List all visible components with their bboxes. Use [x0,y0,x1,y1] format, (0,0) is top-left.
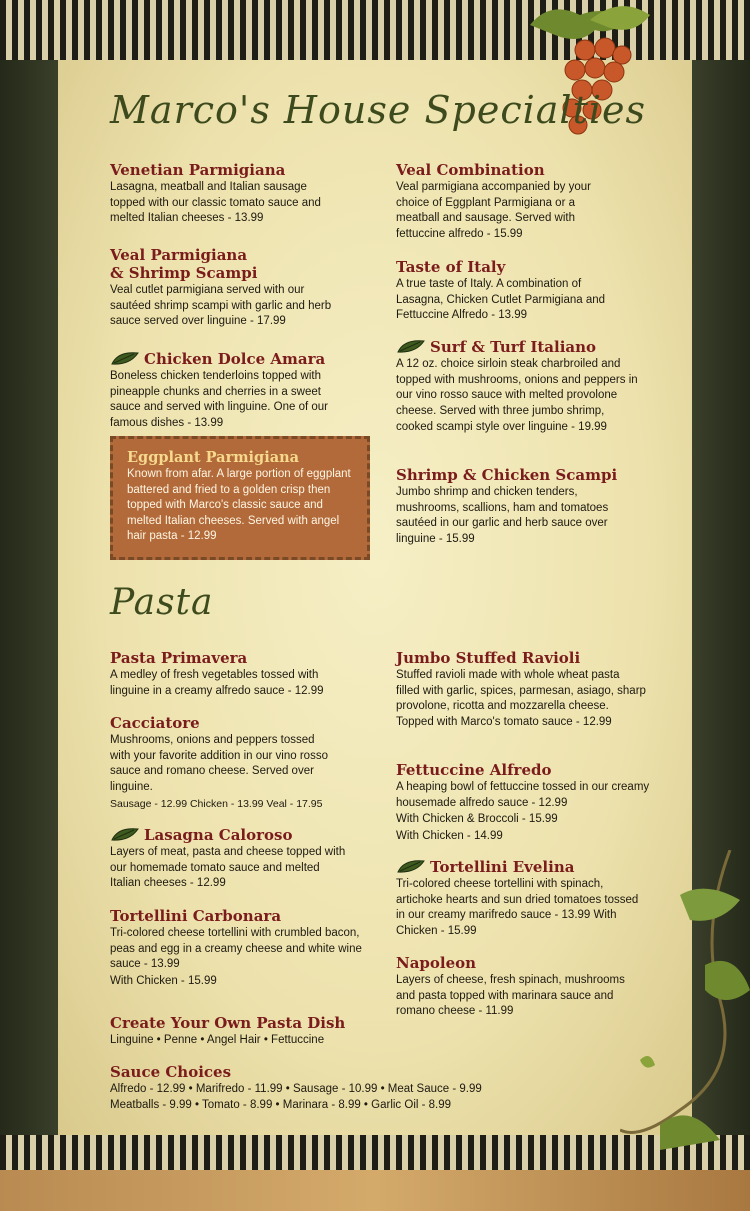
item-description: Veal parmigiana accompanied by your choice of Eggplant Parmigiana or a meatball and sausage. Served with fettuccine alfredo - 15.99 [396,181,591,241]
item-name: Create Your Own Pasta Dish [110,1014,346,1032]
item-name: Tortellini Evelina [430,858,575,876]
menu-item-venetian-parmigiana [110,161,380,227]
menu-item-jumbo-stuffed-ravioli [396,649,666,731]
leaf-icon [396,857,426,875]
menu-item-create-your-own [110,1014,630,1049]
item-description: Mushrooms, onions and peppers tossed with your favorite addition in our vino rosso sauce and romano cheese. Served over linguine. [110,734,328,794]
item-name: Taste of Italy [396,258,506,276]
menu-item-taste-of-italy [396,258,666,324]
item-description: Layers of cheese, fresh spinach, mushrooms and pasta topped with marinara sauce and romano cheese - 11.99 [396,974,625,1018]
item-description: A 12 oz. choice sirloin steak charbroiled and topped with mushrooms, onions and peppers in our vino rosso sauce with melted provolone cheese. Served with three jumbo shrimp, cooked scampi style over linguine - 19.99 [396,358,638,433]
menu-item-tortellini-evelina [396,857,666,940]
left-frame [0,60,58,1135]
item-description: Tri-colored cheese tortellini with spinach, artichoke hearts and sun dried tomatoes tossed in our creamy marifredo sauce - 13.99 With Chicken - 15.99 [396,878,639,938]
sauce-line: Meatballs - 9.99 • Tomato - 8.99 • Marinara - 8.99 • Garlic Oil - 8.99 [110,1098,452,1111]
item-extra: With Chicken - 15.99 [110,975,217,988]
leaf-icon [110,349,140,367]
menu-item-napoleon [396,954,666,1020]
item-name: Lasagna Caloroso [144,826,293,844]
item-name: Tortellini Carbonara [110,907,282,925]
item-description: A true taste of Italy. A combination of Lasagna, Chicken Cutlet Parmigiana and Fettuccine Alfredo - 13.99 [396,278,606,322]
item-name: Cacciatore [110,714,200,732]
menu-item-lasagna-caloroso [110,825,380,892]
item-description: Jumbo shrimp and chicken tenders, mushrooms, scallions, ham and tomatoes sautéed in our garlic and herb sauce over linguine - 15.99 [396,486,609,546]
sauce-choices [110,1063,650,1113]
menu-item-chicken-dolce-amara [110,349,380,432]
item-description: Boneless chicken tenderloins topped with pineapple chunks and cherries in a sweet sauce and served with linguine. One of our famous dishes - 13.99 [110,370,328,430]
item-extra: With Chicken & Broccoli - 15.99 [396,813,558,826]
featured-eggplant-parmigiana [110,436,370,560]
leaf-icon [396,337,426,355]
menu-item-tortellini-carbonara [110,907,380,990]
pasta-options: Linguine • Penne • Angel Hair • Fettuccine [110,1034,325,1046]
section-title-specialties: Marco's House Specialties [110,88,646,132]
menu-item-shrimp-chicken-scampi [396,466,666,548]
item-name: Veal Combination [396,161,545,179]
bottom-border [0,1170,750,1211]
item-description: Veal cutlet parmigiana served with our sautéed shrimp scampi with garlic and herb sauce served over linguine - 17.99 [110,284,332,328]
menu-item-veal-combination [396,161,666,243]
item-name: Sauce Choices [110,1063,232,1081]
item-name: Veal Parmigiana & Shrimp Scampi [110,246,258,282]
item-name: Shrimp & Chicken Scampi [396,466,618,484]
section-title-pasta: Pasta [110,582,214,623]
item-description: A medley of fresh vegetables tossed with linguine in a creamy alfredo sauce - 12.99 [110,669,324,697]
item-prices: Sausage - 12.99 Chicken - 13.99 Veal - 17.95 [110,797,323,810]
leaf-icon [110,825,140,843]
item-description: A heaping bowl of fettuccine tossed in our creamy housemade alfredo sauce - 12.99 [396,781,650,809]
item-name: Venetian Parmigiana [110,161,286,179]
item-name: Eggplant Parmigiana [127,449,300,466]
item-name: Surf & Turf Italiano [430,338,597,356]
item-description: Layers of meat, pasta and cheese topped with our homemade tomato sauce and melted Italian cheeses - 12.99 [110,846,346,890]
item-name: Napoleon [396,954,477,972]
menu-item-fettuccine-alfredo [396,761,666,845]
menu-item-cacciatore [110,714,380,813]
item-description: Lasagna, meatball and Italian sausage topped with our classic tomato sauce and melted Italian cheeses - 13.99 [110,181,321,225]
menu-item-veal-shrimp [110,246,380,330]
item-description: Known from afar. A large portion of eggplant battered and fried to a golden crisp then topped with Marco's classic sauce and melted Italian cheeses. Served with angel hair pasta - 12.99 [127,468,351,542]
menu-item-pasta-primavera [110,649,380,699]
item-name: Pasta Primavera [110,649,248,667]
item-name: Jumbo Stuffed Ravioli [396,649,581,667]
item-extra: With Chicken - 14.99 [396,830,503,843]
item-description: Stuffed ravioli made with whole wheat pasta filled with garlic, spices, parmesan, asiago, sharp provolone, ricotta and mozzarella cheese. Topped with Marco's tomato sauce - 12.99 [396,669,646,729]
item-name: Fettuccine Alfredo [396,761,552,779]
sauce-line: Alfredo - 12.99 • Marifredo - 11.99 • Sausage - 10.99 • Meat Sauce - 9.99 [110,1083,482,1095]
item-description: Tri-colored cheese tortellini with crumbled bacon, peas and egg in a creamy cheese and white wine sauce - 13.99 [110,927,362,971]
menu-item-surf-turf [396,337,666,436]
item-name: Chicken Dolce Amara [144,350,326,368]
